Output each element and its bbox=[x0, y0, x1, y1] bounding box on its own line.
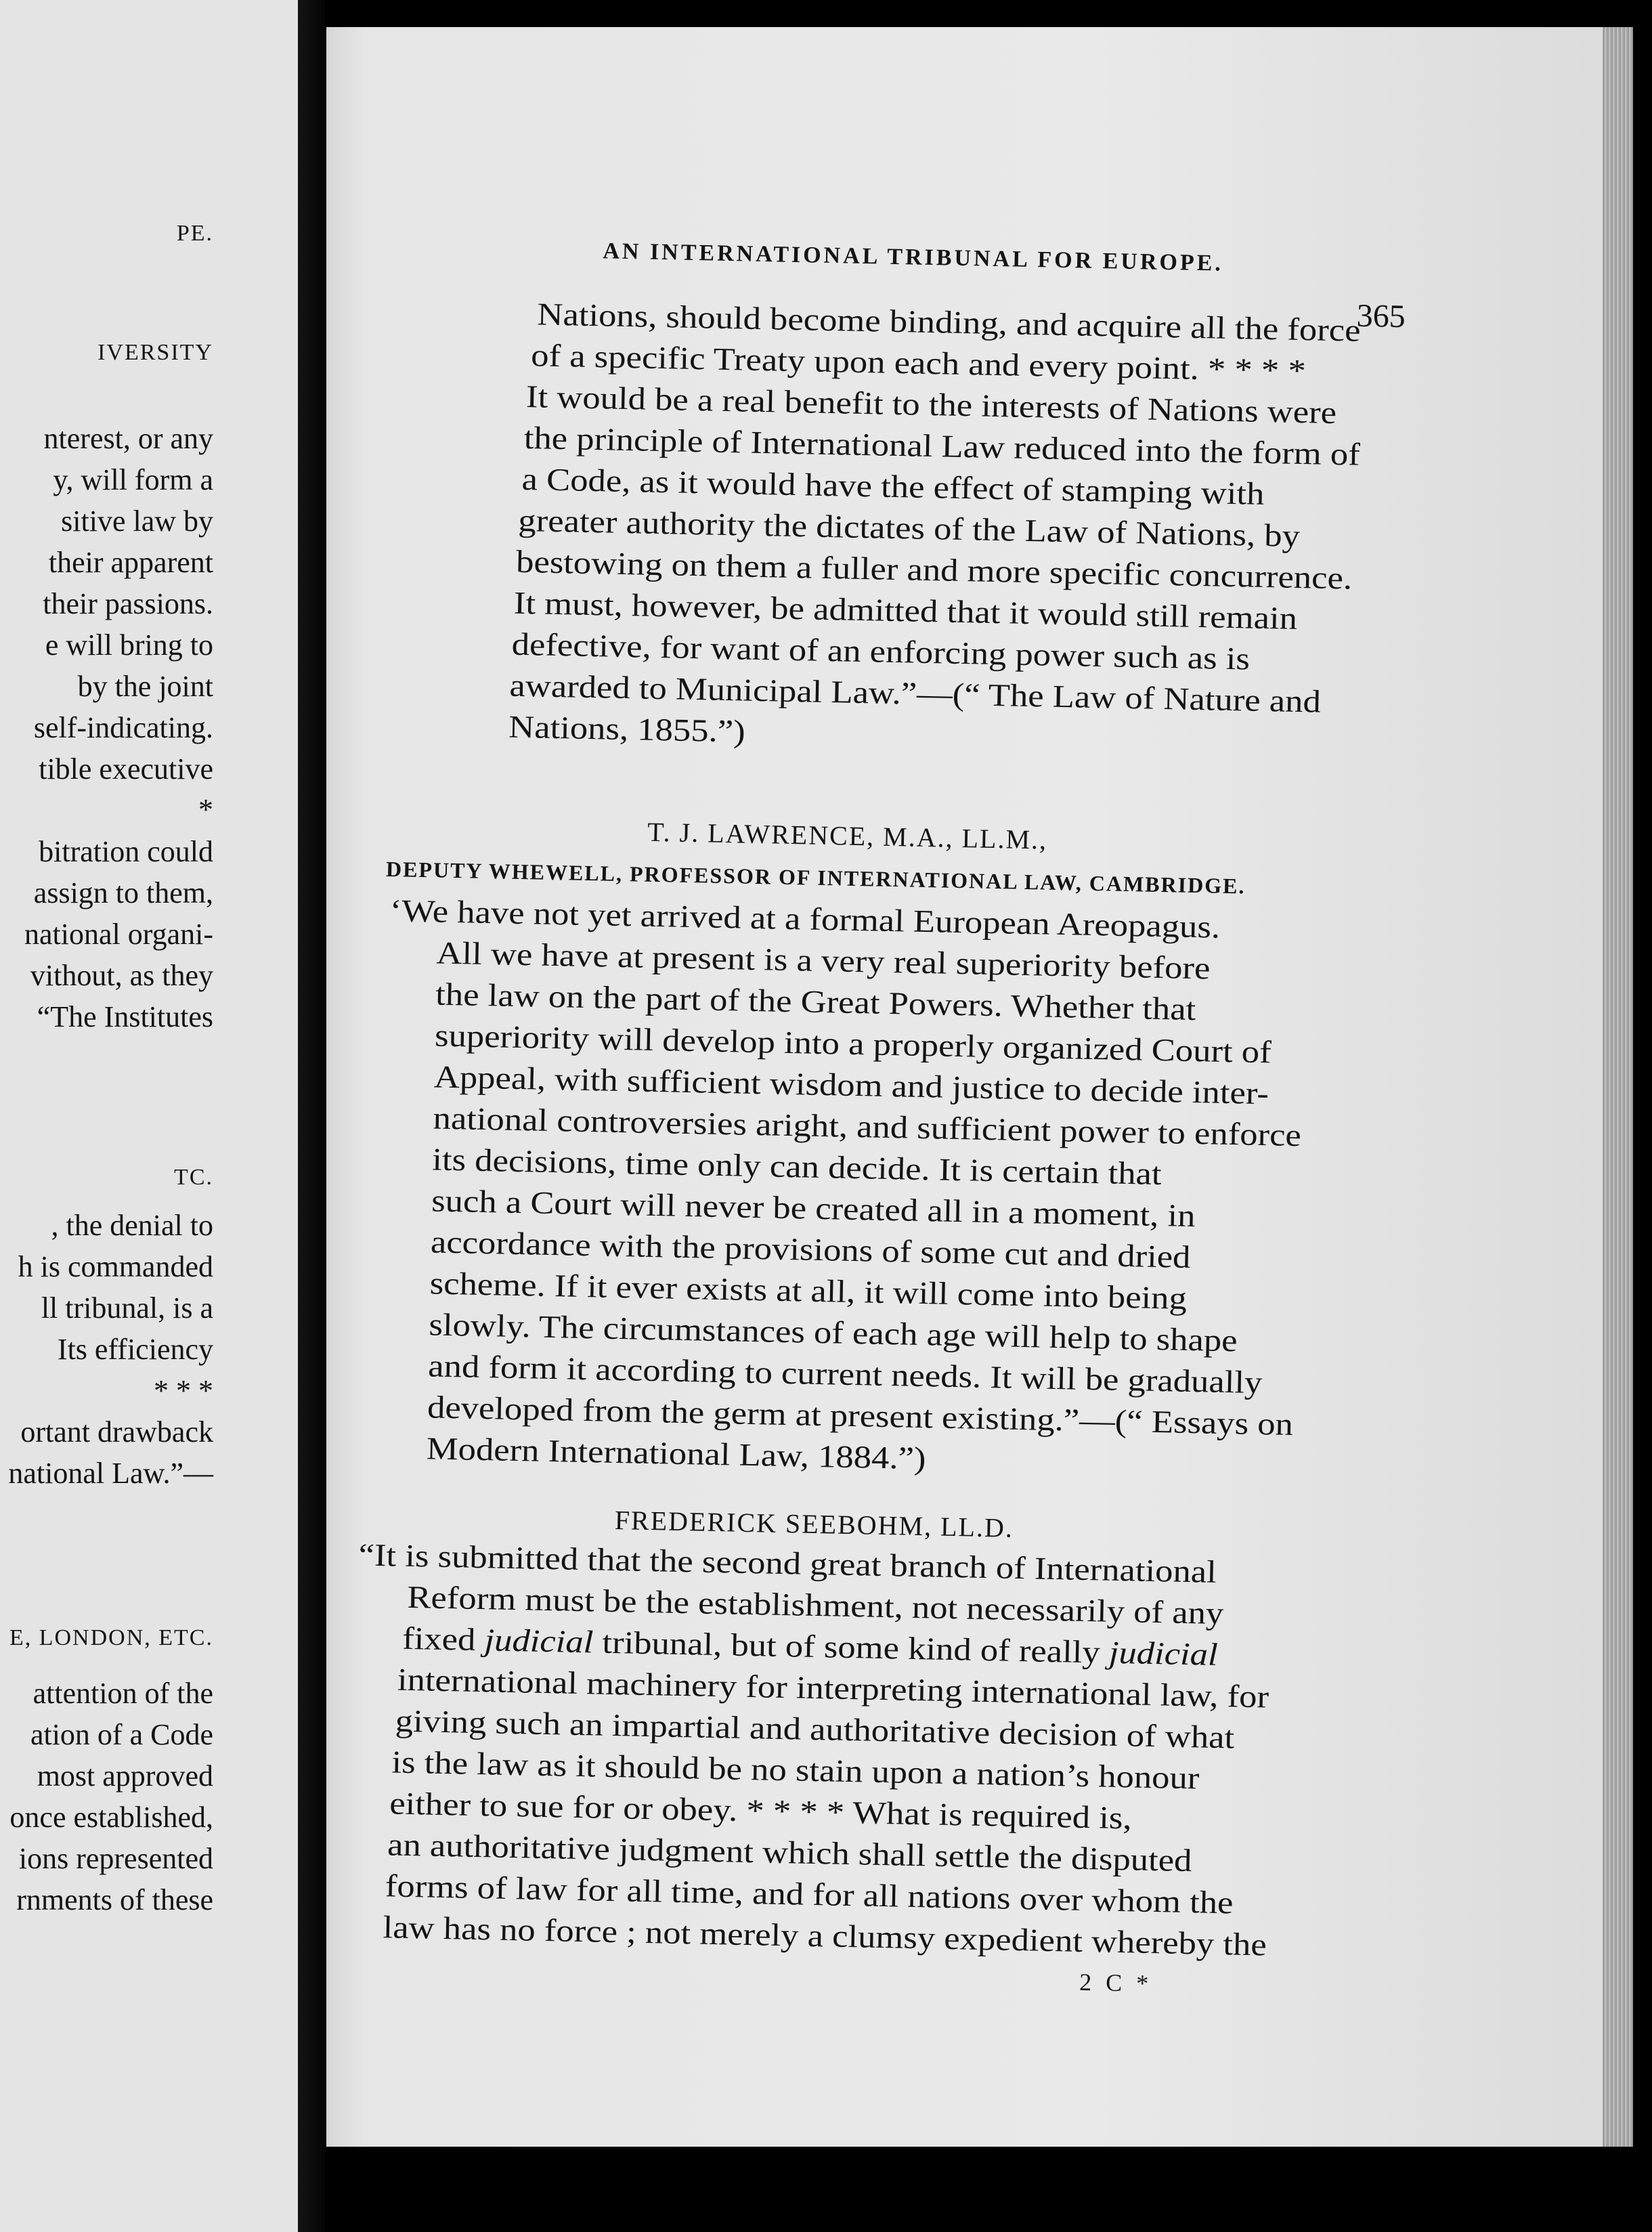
facing-page-line: PE. bbox=[176, 221, 213, 246]
facing-page-line: E, LONDON, ETC. bbox=[9, 1625, 213, 1650]
facing-page-line: ll tribunal, is a bbox=[41, 1291, 213, 1325]
facing-page-line: Its efficiency bbox=[57, 1333, 213, 1366]
lawrence-line: Appeal, with sufficient wisdom and justice to decide inter- bbox=[433, 1059, 1269, 1112]
lawrence-line: and form it according to current needs. It will be gradually bbox=[427, 1348, 1263, 1401]
intro-line: the principle of International Law reduced into the form of bbox=[523, 420, 1361, 473]
facing-page-line: * * * bbox=[154, 1374, 213, 1407]
facing-page-line: nterest, or any bbox=[43, 422, 213, 455]
lawrence-line: the law on the part of the Great Powers. Whether that bbox=[435, 976, 1196, 1028]
facing-page-line: assign to them, bbox=[33, 876, 213, 909]
facing-page-line: TC. bbox=[174, 1165, 213, 1190]
facing-page-line: by the joint bbox=[77, 670, 213, 703]
facing-page-line: their passions. bbox=[43, 587, 213, 620]
facing-page-line: national Law.”— bbox=[8, 1457, 213, 1490]
lawrence-line: such a Court will never be created all in a moment, in bbox=[431, 1183, 1196, 1235]
running-head: AN INTERNATIONAL TRIBUNAL FOR EUROPE. bbox=[603, 238, 1224, 276]
lawrence-line: its decisions, time only can decide. It is certain that bbox=[431, 1142, 1162, 1193]
facing-page-line: , the denial to bbox=[51, 1209, 213, 1242]
seebohm-line: giving such an impartial and authoritative decision of what bbox=[395, 1703, 1235, 1756]
page-content bbox=[326, 27, 1603, 2147]
facing-page bbox=[0, 0, 298, 2232]
facing-page-line: rnments of these bbox=[16, 1883, 213, 1916]
page-edges bbox=[1603, 27, 1633, 2147]
facing-page-line: ation of a Code bbox=[30, 1718, 213, 1751]
facing-page-line: their apparent bbox=[48, 546, 213, 579]
book-gutter bbox=[298, 0, 325, 2232]
facing-page-line: e will bring to bbox=[45, 628, 213, 662]
page-number: 365 bbox=[1356, 297, 1406, 335]
signature-mark: 2 C * bbox=[1079, 1968, 1153, 1998]
seebohm-line: law has no force ; not merely a clumsy expedient whereby the bbox=[383, 1910, 1267, 1963]
facing-page-line: bitration could bbox=[39, 835, 213, 868]
lawrence-line: scheme. If it ever exists at all, it will come into being bbox=[429, 1266, 1188, 1316]
seebohm-line: “It is submitted that the second great branch of International bbox=[358, 1537, 1217, 1590]
seebohm-heading: FREDERICK SEEBOHM, LL.D. bbox=[614, 1504, 1014, 1543]
facing-page-line: IVERSITY bbox=[97, 340, 213, 365]
intro-line: It would be a real benefit to the interests of Nations were bbox=[525, 379, 1337, 431]
lawrence-line: superiority will develop into a properly organized Court of bbox=[434, 1018, 1272, 1071]
facing-page-line: most approved bbox=[37, 1759, 213, 1793]
facing-page-line: tible executive bbox=[39, 752, 213, 786]
facing-page-line: sitive law by bbox=[61, 505, 213, 538]
facing-page-line: ions represented bbox=[18, 1842, 213, 1875]
facing-page-line: self-indicating. bbox=[33, 711, 213, 744]
facing-page-line: once established, bbox=[9, 1801, 213, 1834]
seebohm-line: either to sue for or obey. * * * * What is required is, bbox=[389, 1786, 1133, 1837]
lawrence-line: Modern International Law, 1884.”) bbox=[426, 1431, 926, 1477]
book-page bbox=[326, 27, 1603, 2147]
facing-page-line: ortant drawback bbox=[20, 1415, 213, 1448]
seebohm-line: an authoritative judgment which shall settle the disputed bbox=[387, 1827, 1192, 1879]
intro-line: bestowing on them a fuller and more specific concurrence. bbox=[515, 544, 1353, 597]
lawrence-line: accordance with the provisions of some cut and dried bbox=[430, 1224, 1191, 1275]
facing-page-line: vithout, as they bbox=[30, 959, 213, 992]
facing-page-line: national organi- bbox=[24, 918, 213, 951]
lawrence-line: ‘We have not yet arrived at a formal European Areopagus. bbox=[389, 893, 1221, 945]
seebohm-line: Reform must be the establishment, not necessarily of any bbox=[406, 1579, 1224, 1632]
intro-line: Nations, 1855.”) bbox=[508, 709, 746, 750]
intro-line: greater authority the dictates of the Law of Nations, by bbox=[517, 502, 1301, 555]
lawrence-heading: T. J. LAWRENCE, M.A., LL.M., bbox=[647, 816, 1048, 855]
intro-line: awarded to Municipal Law.”—(“ The Law of Nature and bbox=[509, 668, 1322, 720]
facing-page-line: * bbox=[198, 793, 213, 826]
intro-line: a Code, as it would have the effect of stamping with bbox=[521, 461, 1265, 512]
lawrence-line: national controversies aright, and sufficient power to enforce bbox=[433, 1100, 1302, 1154]
intro-line: of a specific Treaty upon each and every point. * * * * bbox=[530, 338, 1307, 389]
facing-page-line: “The Institutes bbox=[37, 1000, 213, 1033]
seebohm-line: fixed judicial tribunal, but of some kind of really judicial bbox=[401, 1621, 1219, 1673]
seebohm-line: forms of law for all time, and for all nations over whom the bbox=[385, 1868, 1234, 1921]
intro-line: defective, for want of an enforcing power such as is bbox=[511, 626, 1251, 677]
intro-line: Nations, should become binding, and acquire all the force bbox=[537, 297, 1362, 349]
lawrence-title: DEPUTY WHEWELL, PROFESSOR OF INTERNATIONAL LAW, CAMBRIDGE. bbox=[385, 857, 1246, 899]
facing-page-line: h is commanded bbox=[18, 1250, 213, 1283]
seebohm-line: is the law as it should be no stain upon a nation’s honour bbox=[391, 1744, 1200, 1797]
facing-page-line: attention of the bbox=[32, 1677, 213, 1710]
facing-page-line: y, will form a bbox=[53, 463, 213, 496]
seebohm-line: international machinery for interpreting international law, for bbox=[397, 1662, 1269, 1715]
lawrence-line: All we have at present is a very real superiority before bbox=[436, 935, 1211, 987]
intro-line: It must, however, be admitted that it would still remain bbox=[513, 585, 1298, 637]
lawrence-line: developed from the germ at present existing.”—(“ Essays on bbox=[427, 1390, 1294, 1443]
lawrence-line: slowly. The circumstances of each age will help to shape bbox=[429, 1307, 1238, 1359]
